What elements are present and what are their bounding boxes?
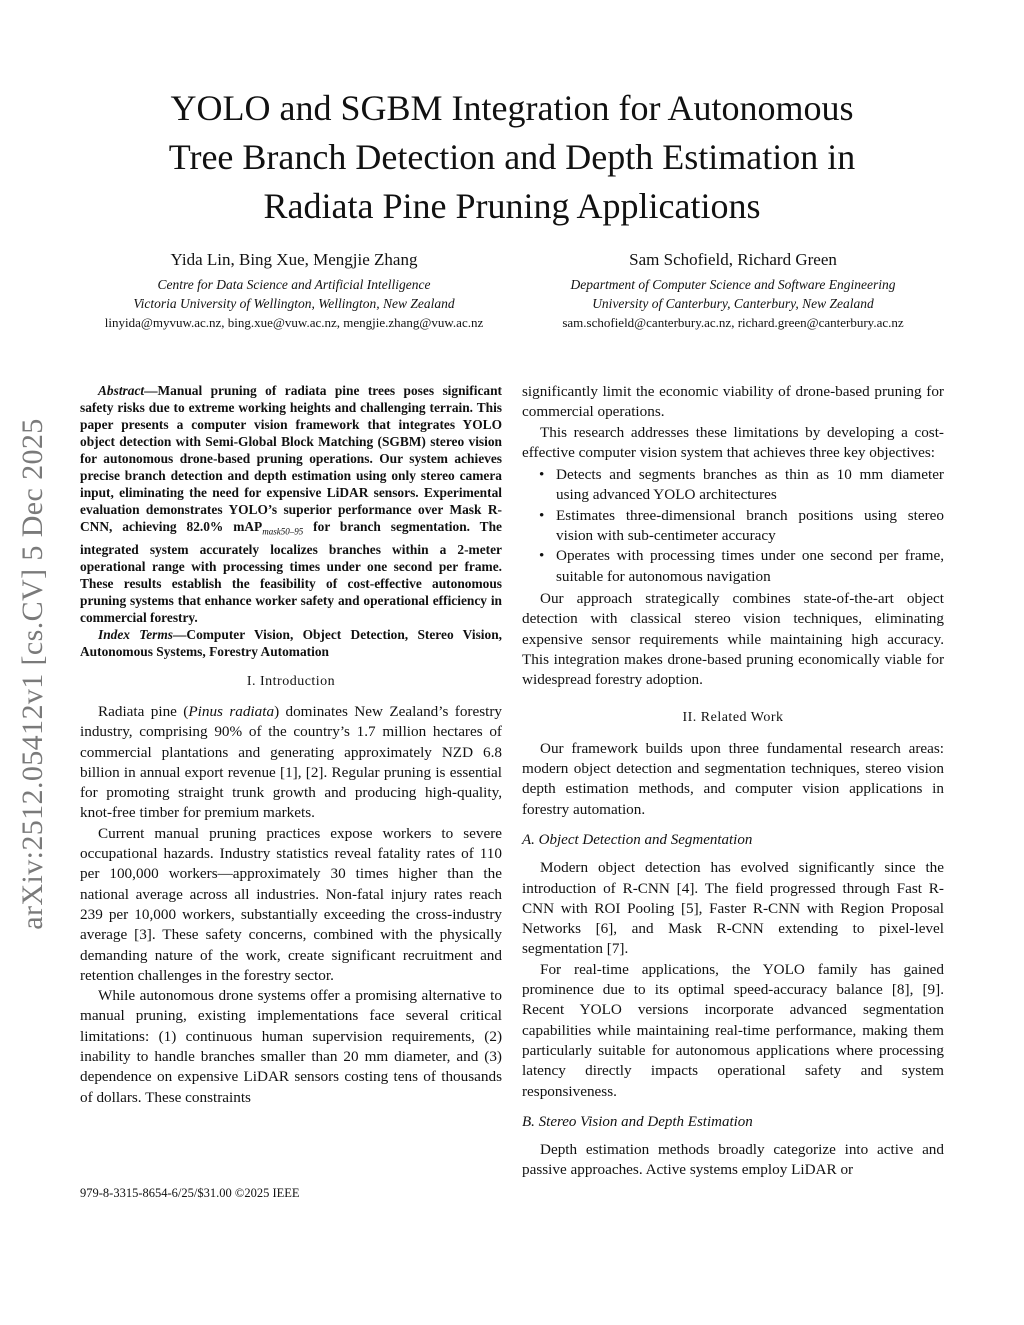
paragraph: For real-time applications, the YOLO family has gained prominence due to its optimal speed-accuracy balance [8], [9]. Recent YOLO versions incorporate advanced segmentation capabilities while maintaining real-time performance, making them particularly suitable for autonomous applications where processing latency directly impacts operational safety and system responsiveness. <box>522 960 944 1100</box>
list-item: • Detects and segments branches as thin as 10 mm diameter using advanced YOLO architectures <box>556 465 944 506</box>
author-affiliation: University of Canterbury, Canterbury, New Zealand <box>592 296 874 311</box>
species-name: Pinus radiata <box>188 702 275 720</box>
paragraph: Current manual pruning practices expose workers to severe occupational hazards. Industry statistics reveal fatality rates of 110 per 100,000 workers—approximately 30 times higher than the national average across all industries. Non-fatal injury rates reach 239 per 10,000 workers, substantially exceeding the cross-industry average [3]. These safety concerns, combined with the physically demanding nature of the work, create significant recruitment and retention challenges in the forestry sector. <box>80 824 502 984</box>
paragraph: While autonomous drone systems offer a promising alternative to manual pruning, existing implementations face several critical limitations: (1) continuous human supervision requirements, (2) inability to handle branches smaller than 20 mm diameter, and (3) dependence on expensive LiDAR sensors costing tens of thousands of dollars. These constraints <box>80 987 502 1106</box>
author-affiliation: Department of Computer Science and Software Engineering <box>570 277 896 292</box>
index-terms: Index Terms—Computer Vision, Object Detection, Stereo Vision, Autonomous Systems, Forestry Automation <box>80 626 502 659</box>
paragraph: Modern object detection has evolved significantly since the introduction of R-CNN [4]. The field progressed through Fast R-CNN with ROI Pooling [5], Faster R-CNN with Region Proposal Networks [6], and Mask R-CNN extending to pixel-level segmentation [7]. <box>522 859 944 958</box>
paragraph: This research addresses these limitations by developing a cost-effective computer vision system that achieves three key objectives: <box>522 423 944 461</box>
author-emails: linyida@myvuw.ac.nz, bing.xue@vuw.ac.nz, mengjie.zhang@vuw.ac.nz <box>104 315 484 330</box>
right-column <box>522 382 944 1181</box>
list-item: • Estimates three-dimensional branch positions using stereo vision with sub-centimeter accuracy <box>556 506 944 547</box>
title-line: YOLO and SGBM Integration for Autonomous <box>170 88 854 128</box>
paragraph: Depth estimation methods broadly categorize into active and passive approaches. Active systems employ LiDAR or <box>522 1141 944 1179</box>
left-column <box>80 382 502 1108</box>
author-affiliation: Centre for Data Science and Artificial Intelligence <box>157 277 431 292</box>
list-item: • Operates with processing times under one second per frame, suitable for autonomous navigation <box>556 546 944 587</box>
title-line: Tree Branch Detection and Depth Estimation in <box>168 137 856 177</box>
paper-title <box>60 84 964 231</box>
abstract: Abstract—Manual pruning of radiata pine trees poses significant safety risks due to extreme working heights and challenging terrain. This paper presents a computer vision framework that integrates YOLO object detection with Semi-Global Block Matching (SGBM) stereo vision for autonomous drone-based pruning operations. Our system achieves precise branch detection and depth estimation using only stereo camera input, eliminating the need for expensive LiDAR sensors. Experimental evaluation demonstrates YOLO’s superior performance over Mask R-CNN, achieving 82.0% mAP$_{mask50-95}$ for branch segmentation. The integrated system accurately localizes branches within a 2-meter operational range with processing times under one second per frame. These results establish the feasibility of cost-effective autonomous pruning systems that enhance worker safety and operational efficiency in commercial forestry. <box>80 383 502 625</box>
objectives-list <box>522 465 944 587</box>
author-block-1 <box>64 249 524 332</box>
subsection-heading: A. Object Detection and Segmentation <box>522 831 753 848</box>
paragraph: significantly limit the economic viability of drone-based pruning for commercial operations. <box>522 383 944 421</box>
subsection-heading: B. Stereo Vision and Depth Estimation <box>522 1113 753 1130</box>
author-affiliation: Victoria University of Wellington, Wellington, New Zealand <box>133 296 455 311</box>
author-emails: sam.schofield@canterbury.ac.nz, richard.green@canterbury.ac.nz <box>562 315 904 330</box>
author-names: Sam Schofield, Richard Green <box>629 250 837 269</box>
arxiv-stamp <box>8 378 58 970</box>
copyright-footer: 979-8-3315-8654-6/25/$31.00 ©2025 IEEE <box>80 1186 300 1200</box>
section-heading: I. Introduction <box>246 673 336 689</box>
index-terms-label: Index Terms <box>98 626 174 642</box>
author-names: Yida Lin, Bing Xue, Mengjie Zhang <box>170 250 418 269</box>
title-line: Radiata Pine Pruning Applications <box>263 186 761 226</box>
abstract-label: Abstract <box>98 383 145 398</box>
map-subscript: mask50–95 <box>262 526 304 537</box>
section-heading: II. Related Work <box>682 710 784 726</box>
paragraph: Radiata pine (Pinus radiata) dominates New Zealand’s forestry industry, comprising 90% of the country’s 1.7 million hectares of commercial plantations and generating approximately NZD 6.8 billion in annual export revenue [1], [2]. Regular pruning is essential for promoting straight trunk growth and producing high-quality, knot-free timber for premium markets. <box>80 702 502 822</box>
paragraph: Our framework builds upon three fundamental research areas: modern object detection and segmentation techniques, stereo vision depth estimation methods, and computer vision applications in forestry automation. <box>522 739 944 818</box>
arxiv-identifier: arXiv:2512.05412v1 [cs.CV] 5 Dec 2025 <box>16 418 49 930</box>
author-block-2 <box>528 249 938 332</box>
paragraph: Our approach strategically combines state-of-the-art object detection with classical stereo vision techniques, eliminating expensive sensor requirements while maintaining high accuracy. This integration makes drone-based pruning economically viable for widespread forestry adoption. <box>522 589 944 689</box>
